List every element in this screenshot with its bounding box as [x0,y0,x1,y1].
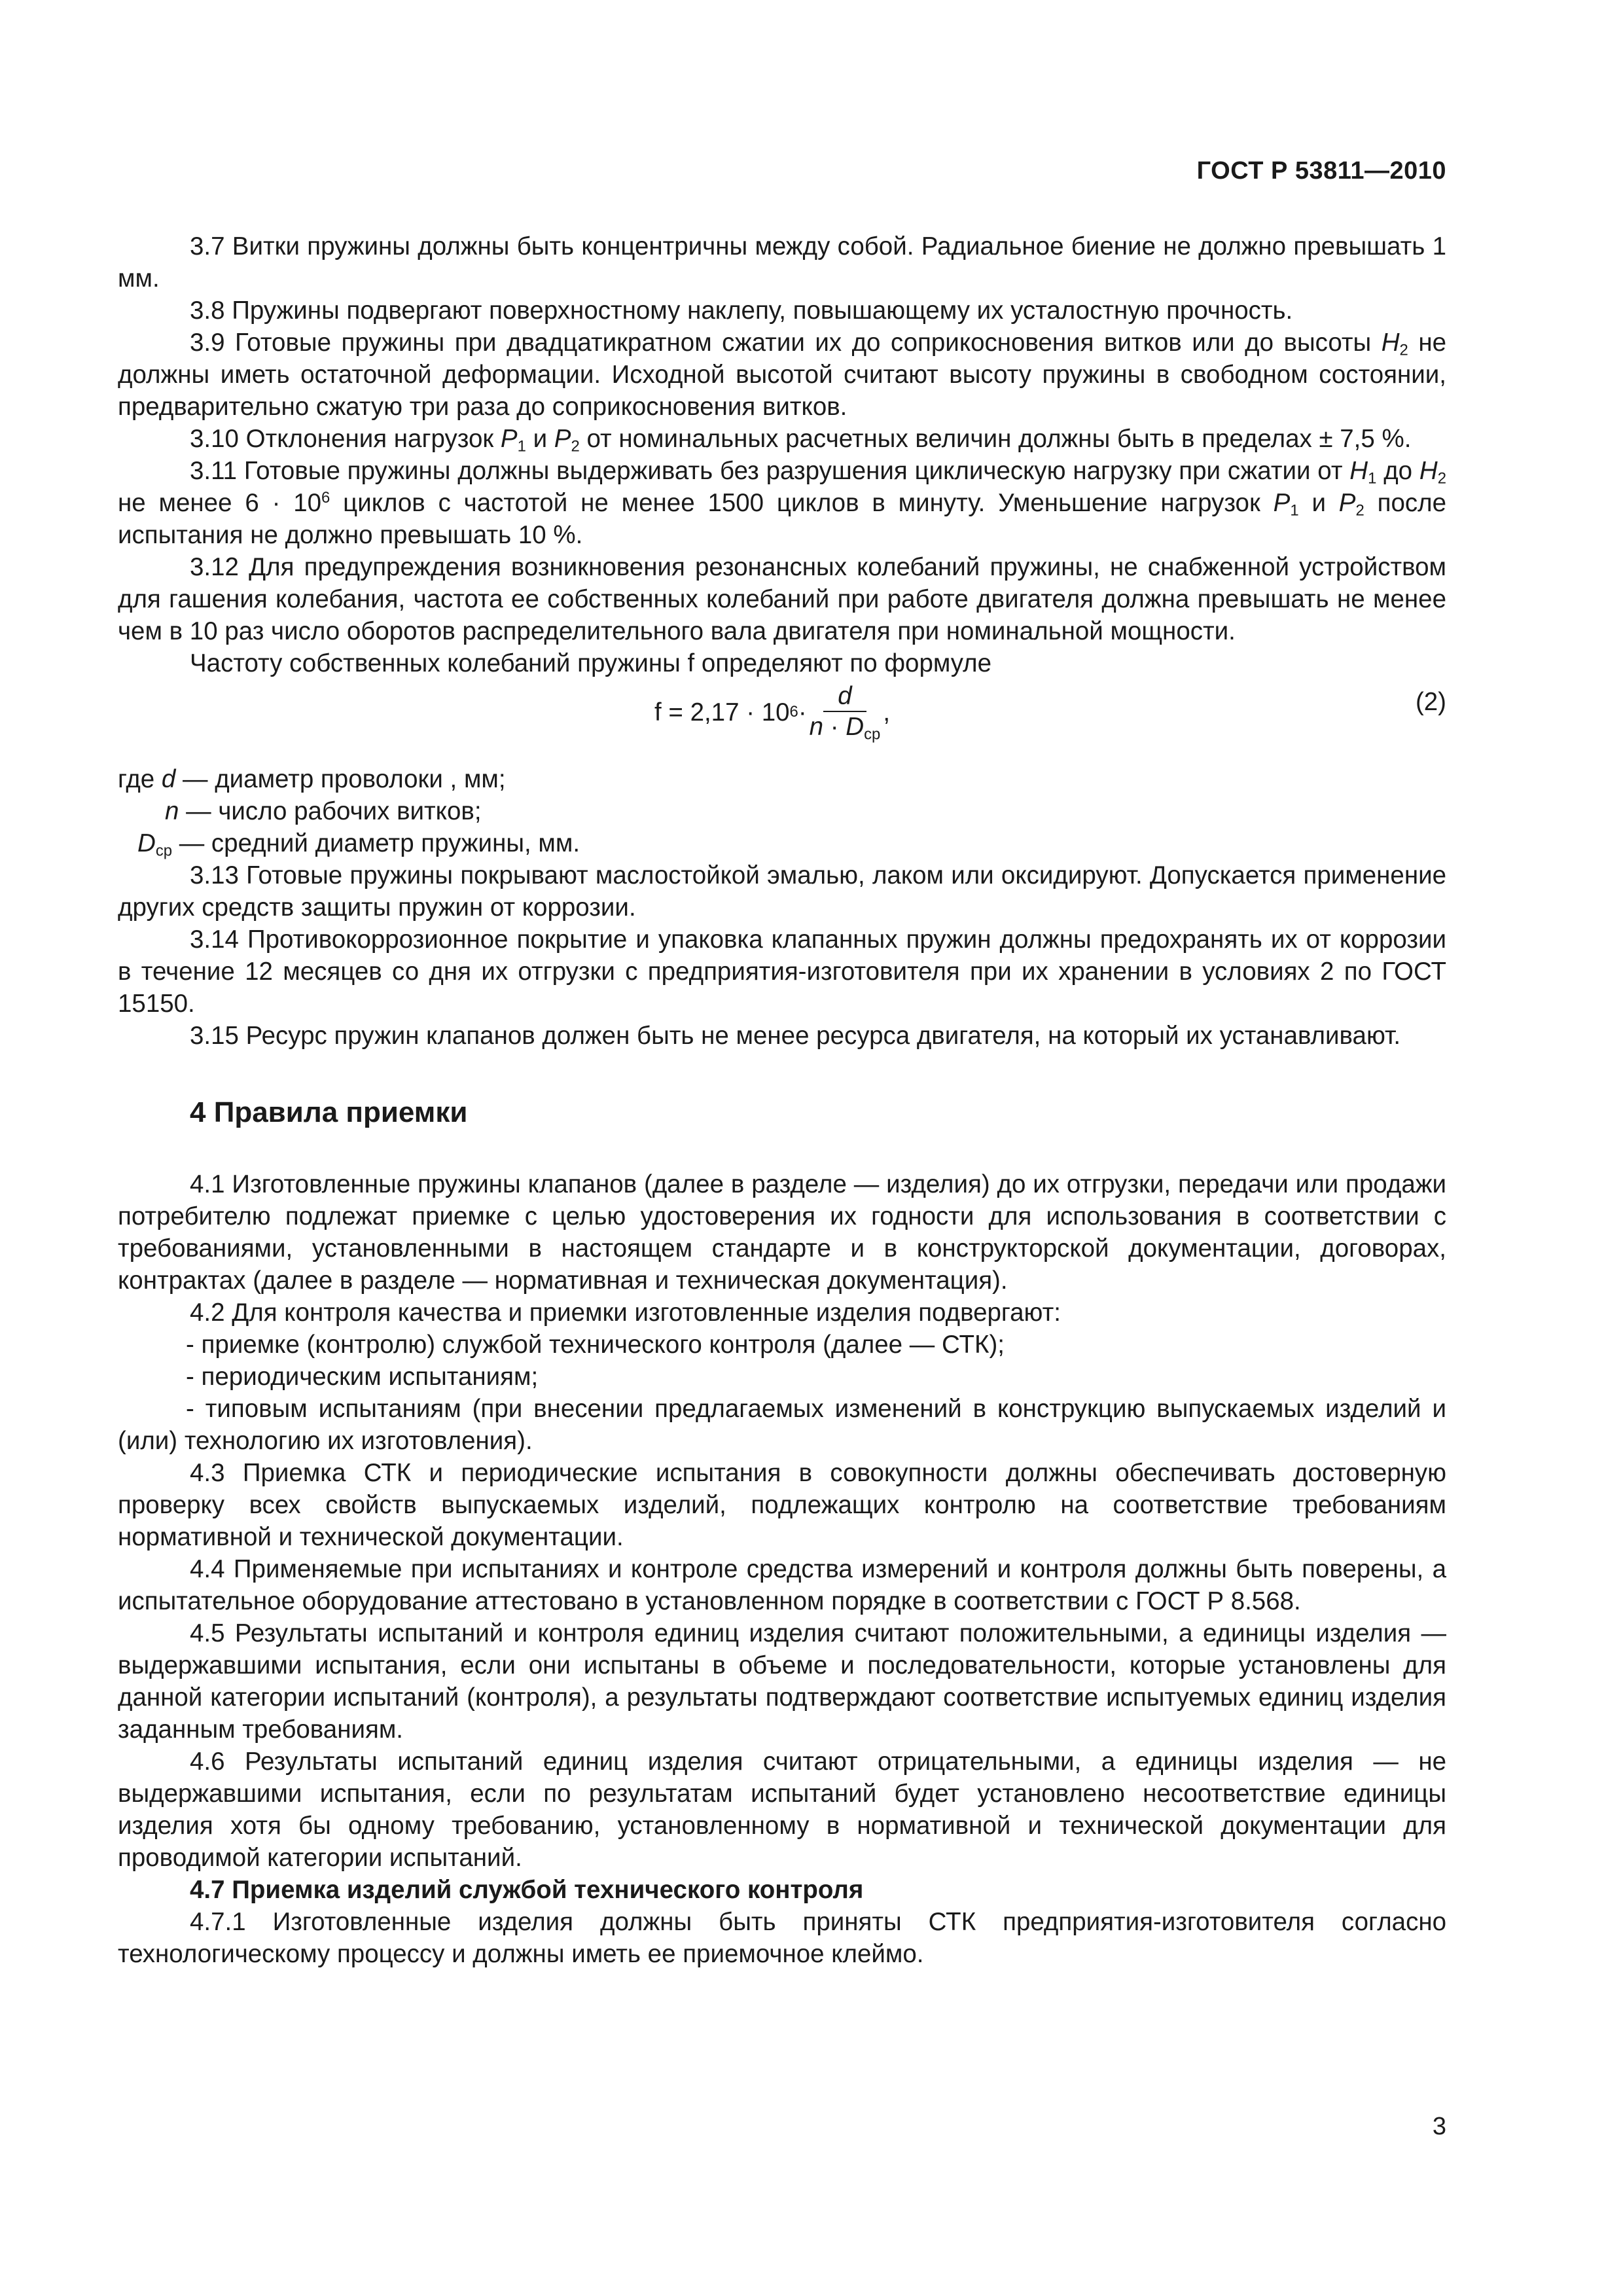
symbol-h-subscript: 2 [1399,341,1408,359]
formula-comma: , [883,698,891,726]
fraction-denominator [810,712,881,742]
clause-3-11-text-c: циклов с частотой не менее 1500 циклов в минуту. Уменьшение нагрузок [330,489,1274,517]
clause-3-8: 3.8 Пружины подвергают поверхностному наклепу, повышающему их усталостную прочность. [190,296,1293,325]
symbol-h2-subscript: 2 [1437,469,1446,488]
denominator-dot: · [823,713,846,741]
clause-4-7-heading: 4.7 Приемка изделий службой технического контроля [190,1876,864,1904]
formula-fraction [810,682,881,742]
clause-3-15: 3.15 Ресурс пружин клапанов должен быть не менее ресурса двигателя, на который их устанавливают. [190,1022,1401,1050]
section-title-4: 4 Правила приемки [190,1096,468,1128]
clause-4-5: 4.5 Результаты испытаний и контроля единиц изделия считают положительными, а единицы изделия — выдержавшими испытания, если они испытаны в объеме и последовательности, которые установлены для данной категории испытаний (контроля), а результаты подтверждают соответствие испытуемых единиц изделия заданным требованиям. [118,1619,1446,1744]
formula-lhs: f = 2,17 · 10 [654,698,790,726]
clause-4-2: 4.2 Для контроля качества и приемки изготовленные изделия подвергают: [190,1299,1061,1327]
clause-3-9 [118,327,1446,423]
fraction-numerator: d [823,682,866,712]
symbol-p1: P [500,425,518,453]
legend-d-symbol: d [161,765,176,793]
exponent: 6 [321,488,330,507]
legend-dcp [118,827,1446,859]
clause-4-6: 4.6 Результаты испытаний единиц изделия считают отрицательными, а единицы изделия — не выдержавшими испытания, если по результатам испытаний будет установлено несоответствие единицы изделия хотя бы одному требованию, установленному в нормативной и технической документации для проводимой категории испытаний. [118,1748,1446,1872]
symbol-d-mean-subscript: ср [864,725,881,744]
clause-4-4: 4.4 Применяемые при испытаниях и контроле средства измерений и контроля должны быть поверены, а испытательное оборудование аттестовано в установленном порядке в соответствии с ГОСТ Р 8.568. [118,1555,1446,1615]
conjunction: и [526,425,554,453]
formula-expression: f = 2,17 · 10 6 · $\frac{d}{n \cdot D_{ср}}$ , [654,682,891,744]
document-body [118,230,1446,1970]
symbol-h1: H [1349,457,1368,485]
legend-d [118,763,1446,795]
formula-2 [118,679,1446,745]
legend-dcp-text: — средний диаметр пружины, мм. [172,829,580,857]
clause-3-11 [118,455,1446,551]
symbol-p1: P [1273,489,1291,517]
symbol-p2: P [1338,489,1356,517]
legend-n-text: — число рабочих витков; [179,797,482,825]
clause-3-14: 3.14 Противокоррозионное покрытие и упаковка клапанных пружин должны предохранять их от коррозии в течение 12 месяцев со дня их отгрузки с предприятия-изготовителя при их хранении в условиях 2 по ГОСТ 15150. [118,925,1446,1018]
symbol-h1-subscript: 1 [1368,469,1377,488]
symbol-p2-subscript: 2 [1355,501,1364,520]
clause-3-11-text-d: после испытания не должно превышать 10 %. [118,489,1446,549]
preposition: до [1376,457,1419,485]
clause-3-9-text-a: 3.9 Готовые пружины при двадцатикратном сжатии их до соприкосновения витков или до высоты [190,329,1382,357]
symbol-n: n [809,713,824,741]
clause-3-9-text-b: не должны иметь остаточной деформации. Исходной высотой считают высоту пружины в свободном состоянии, предварительно сжатую три раза до соприкосновения витков. [118,329,1446,421]
list-item: - приемке (контролю) службой технического контроля (далее — СТК); [186,1331,1005,1359]
document-code-header: ГОСТ Р 53811—2010 [1196,157,1446,185]
legend-n-symbol: n [165,797,179,825]
clause-3-13: 3.13 Готовые пружины покрывают маслостойкой эмалью, лаком или оксидируют. Допускается применение других средств защиты пружин от коррозии. [118,861,1446,922]
symbol-d-mean: D [846,713,865,741]
legend-n [118,795,1446,827]
conjunction: и [1298,489,1339,517]
symbol-p2: P [554,425,571,453]
symbol-h2: H [1419,457,1438,485]
formula-dot: · [798,698,807,726]
legend-dcp-subscript: ср [155,842,173,860]
clause-3-10 [118,423,1446,455]
clause-3-10-text-b: от номинальных расчетных величин должны быть в пределах ± 7,5 %. [579,425,1412,453]
symbol-p1-subscript: 1 [517,437,526,456]
legend-prefix: где [118,765,162,793]
legend-d-text: — диаметр проволоки , мм; [175,765,506,793]
clause-3-12: 3.12 Для предупреждения возникновения резонансных колебаний пружины, не снабженной устройством для гашения колебания, частота ее собственных колебаний при работе двигателя должна превышать не менее чем в 10 раз число оборотов распределительного вала двигателя при номинальной мощности. [118,553,1446,645]
clause-3-10-text-a: 3.10 Отклонения нагрузок [190,425,501,453]
symbol-p1-subscript: 1 [1290,501,1299,520]
formula-intro: Частоту собственных колебаний пружины f определяют по формуле [190,649,992,677]
list-item: - периодическим испытаниям; [186,1363,539,1391]
symbol-h: H [1381,329,1400,357]
clause-3-11-text-b: не менее 6 · 10 [118,489,322,517]
clause-4-7-1: 4.7.1 Изготовленные изделия должны быть приняты СТК предприятия-изготовителя согласно технологическому процессу и должны иметь ее приемочное клеймо. [118,1908,1446,1968]
clause-3-7: 3.7 Витки пружины должны быть концентричны между собой. Радиальное биение не должно превышать 1 мм. [118,232,1446,293]
list-item: - типовым испытаниям (при внесении предлагаемых изменений в конструкцию выпускаемых изделий и (или) технологию их изготовления). [118,1395,1446,1455]
formula-legend [118,763,1446,859]
clause-4-1: 4.1 Изготовленные пружины клапанов (далее в разделе — изделия) до их отгрузки, передачи или продажи потребителю подлежат приемке с целью удостоверения их годности для использования в соответствии с требованиями, установленными в настоящем стандарте и в конструкторской документации, договорах, контрактах (далее в разделе — нормативная и техническая документация). [118,1170,1446,1295]
clause-4-3: 4.3 Приемка СТК и периодические испытания в совокупности должны обеспечивать достоверную проверку всех свойств выпускаемых изделий, подлежащих контролю на соответствие требованиям нормативной и технической документации. [118,1459,1446,1551]
symbol-p2-subscript: 2 [571,437,580,456]
clause-3-11-text-a: 3.11 Готовые пружины должны выдерживать без разрушения циклическую нагрузку при сжатии от [190,457,1350,485]
legend-dcp-symbol: D [137,829,156,857]
equation-number: (2) [1415,688,1446,716]
page-number: 3 [1432,2113,1446,2140]
